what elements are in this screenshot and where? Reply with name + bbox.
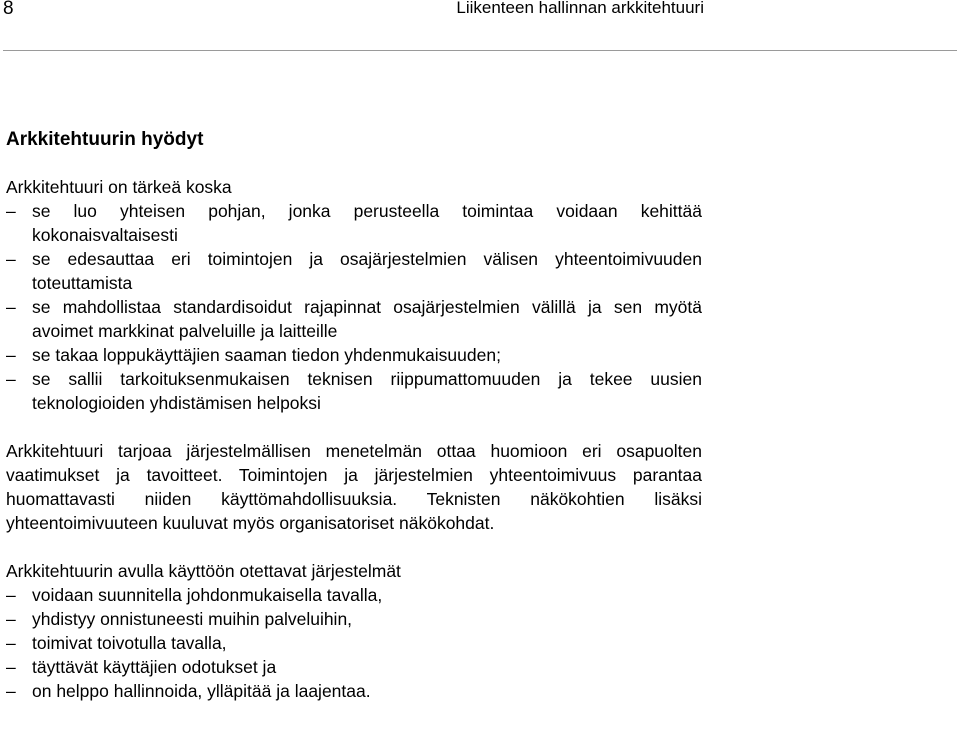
list-item: – toimivat toivotulla tavalla, (6, 633, 227, 653)
page-number: 8 (3, 0, 14, 19)
dash-bullet-icon: – (6, 369, 16, 389)
benefits-list (6, 199, 702, 415)
list-item: – se luo yhteisen pohjan, jonka perusteella toimintaa voidaan kehittää kokonaisvaltaisesti (6, 201, 702, 245)
list-item: – se edesauttaa eri toimintojen ja osajärjestelmien välisen yhteentoimivuuden toteuttamista (6, 249, 702, 293)
dash-bullet-icon: – (6, 585, 16, 605)
paragraph-gap (6, 535, 702, 559)
dash-bullet-icon: – (6, 249, 16, 269)
list-item: – on helppo hallinnoida, ylläpitää ja laajentaa. (6, 681, 371, 701)
systems-list (6, 583, 702, 703)
systems-intro: Arkkitehtuurin avulla käyttöön otettavat järjestelmät (6, 561, 401, 581)
dash-bullet-icon: – (6, 633, 16, 653)
dash-bullet-icon: – (6, 609, 16, 629)
paragraph-gap (6, 415, 702, 439)
body-paragraph: Arkkitehtuuri tarjoaa järjestelmällisen menetelmän ottaa huomioon eri osapuolten vaatimukset ja tavoitteet. Toimintojen ja järjestelmien yhteentoimivuus parantaa huomattavasti niiden käyttömahdollisuuksia. Teknisten näkökohtien lisäksi yhteentoimivuuteen kuuluvat myös organisatoriset näkökohdat. (6, 441, 702, 533)
list-item: – yhdistyy onnistuneesti muihin palveluihin, (6, 609, 353, 629)
dash-bullet-icon: – (6, 681, 16, 701)
header-rule (3, 50, 957, 51)
running-title: Liikenteen hallinnan arkkitehtuuri (456, 0, 704, 17)
list-item: – se takaa loppukäyttäjien saaman tiedon yhdenmukaisuuden; (6, 345, 501, 365)
list-item: – täyttävät käyttäjien odotukset ja (6, 657, 277, 677)
dash-bullet-icon: – (6, 201, 16, 221)
page-content (6, 127, 702, 703)
dash-bullet-icon: – (6, 297, 16, 317)
dash-bullet-icon: – (6, 657, 16, 677)
benefits-intro: Arkkitehtuuri on tärkeä koska (6, 177, 232, 197)
list-item: – se mahdollistaa standardisoidut rajapinnat osajärjestelmien välillä ja sen myötä avoimet markkinat palveluille ja laitteille (6, 297, 702, 341)
dash-bullet-icon: – (6, 345, 16, 365)
list-item: – se sallii tarkoituksenmukaisen teknisen riippumattomuuden ja tekee uusien teknologioiden yhdistämisen helpoksi (6, 369, 702, 413)
section-heading: Arkkitehtuurin hyödyt (6, 129, 204, 150)
list-item: – voidaan suunnitella johdonmukaisella tavalla, (6, 585, 383, 605)
